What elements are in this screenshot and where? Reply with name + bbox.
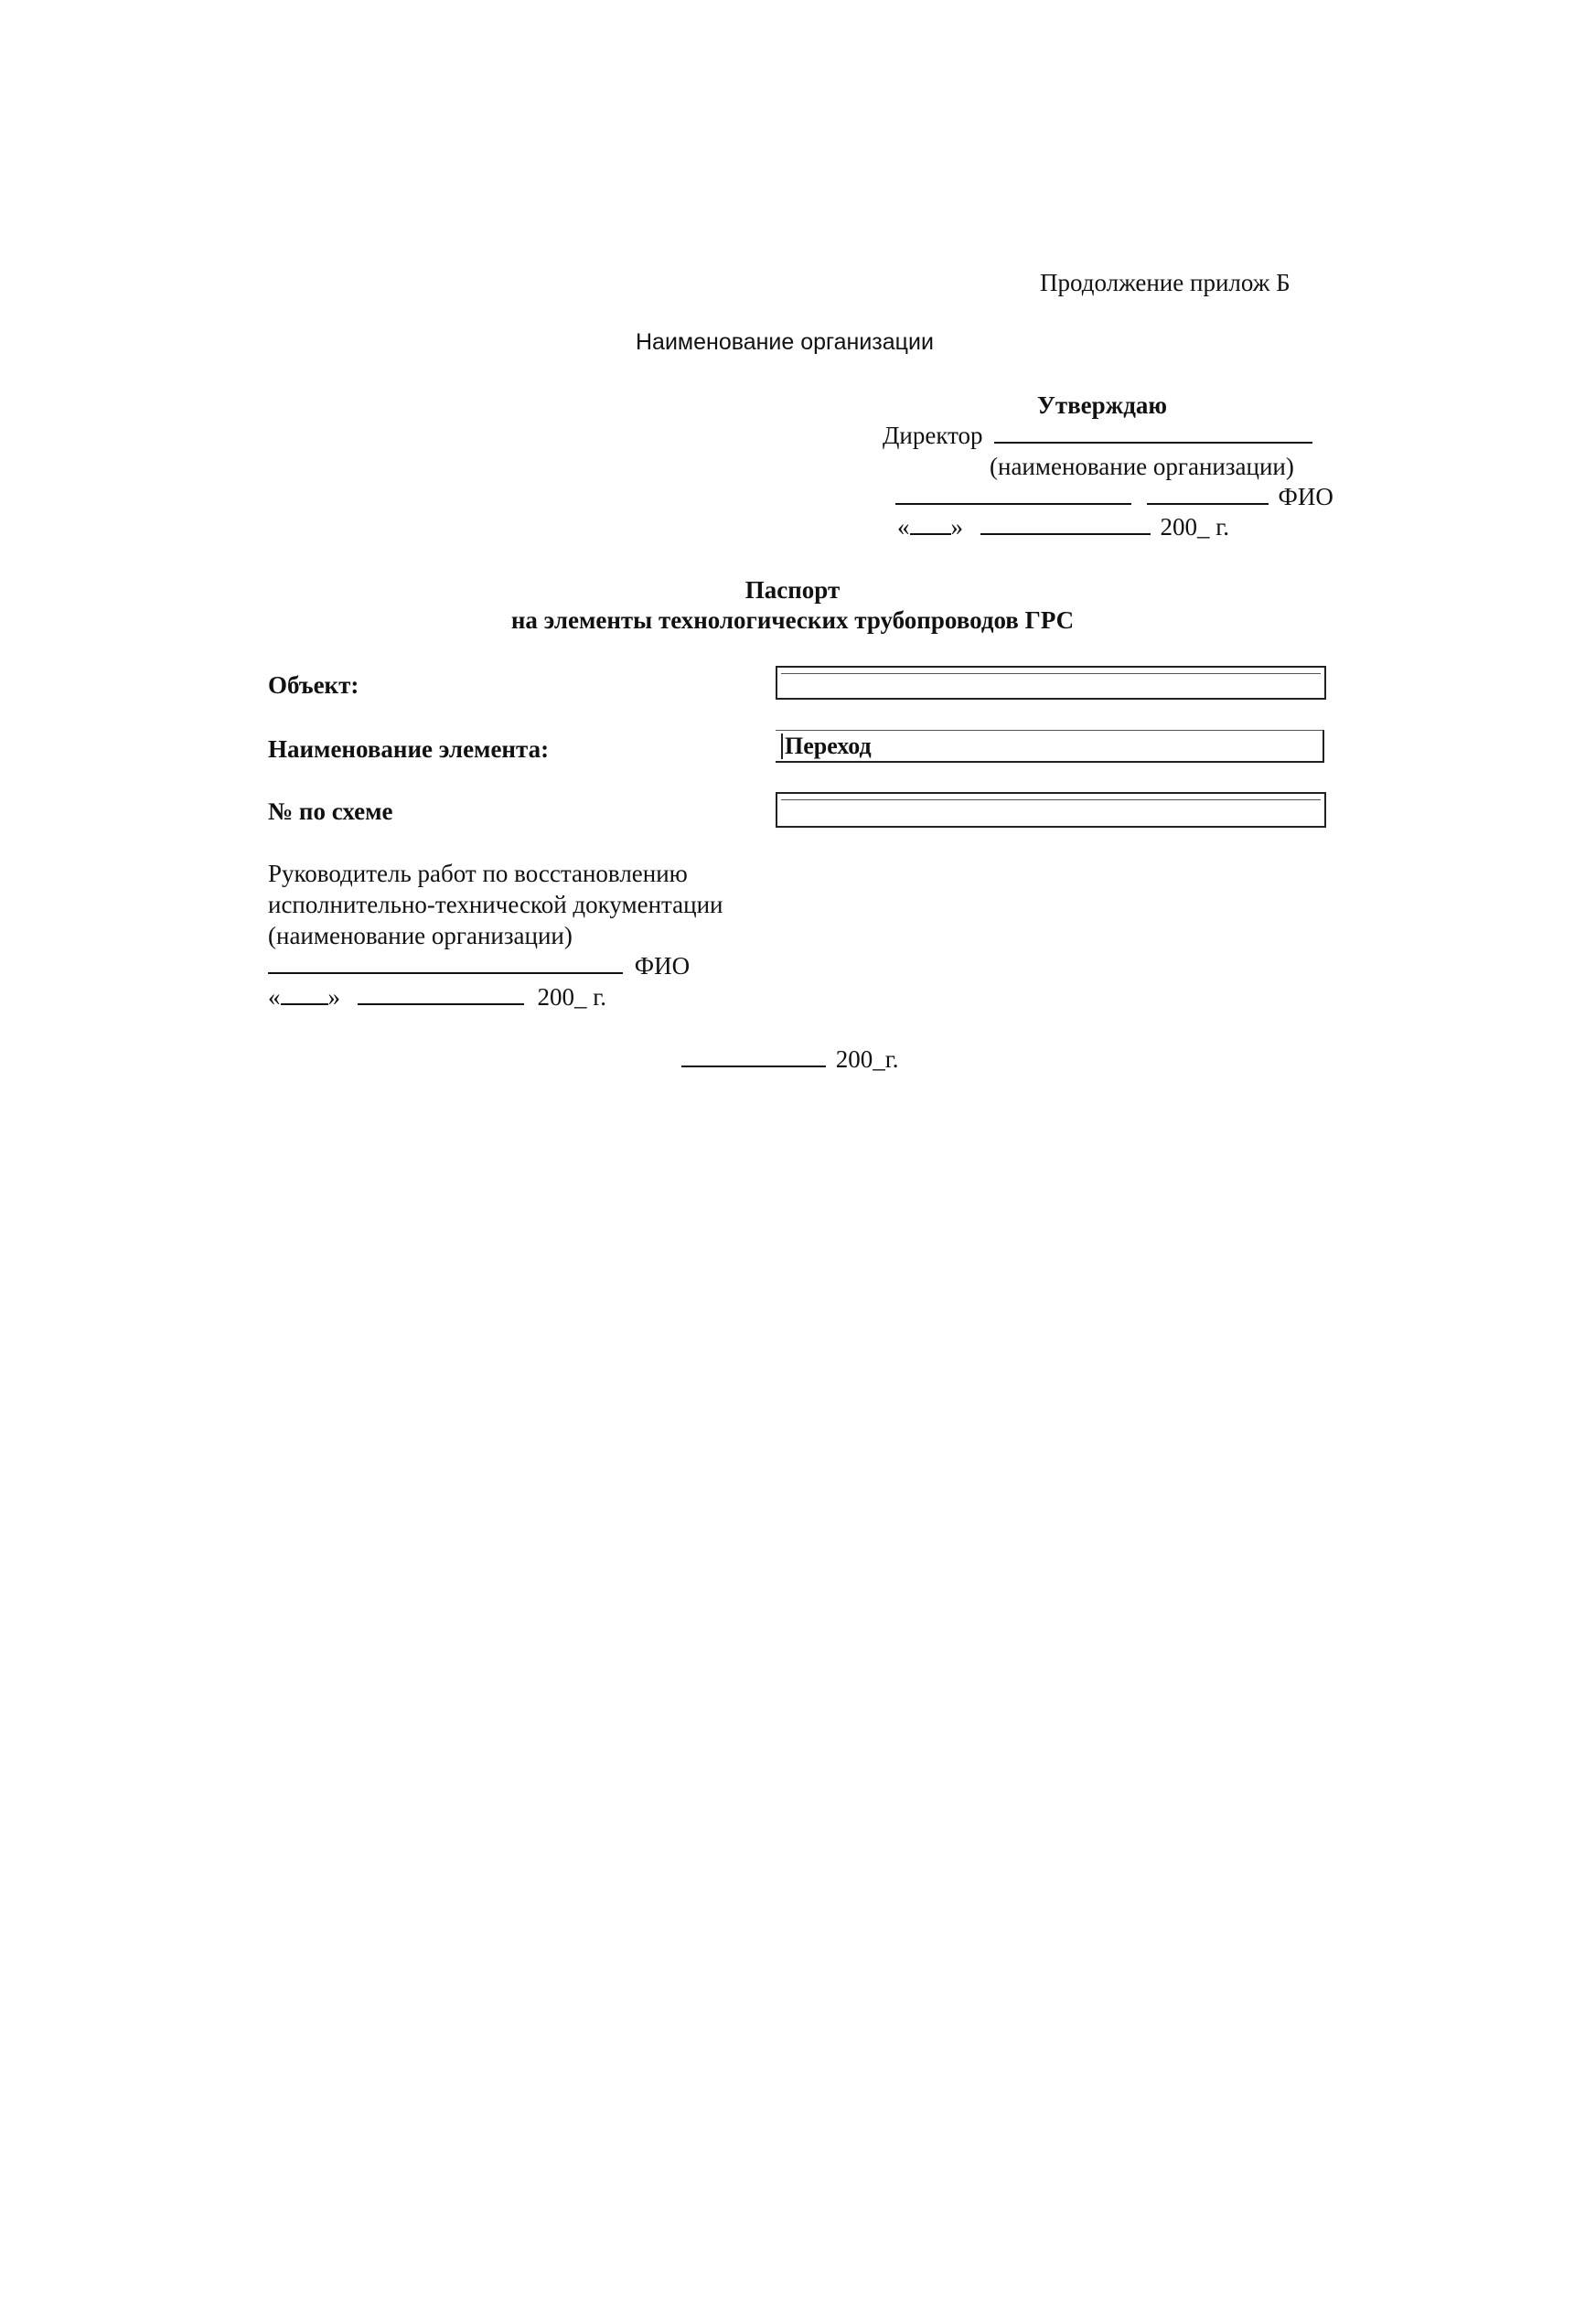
manager-fio-row [268,954,690,979]
object-field[interactable] [776,666,1326,700]
footer-date-row [681,1047,899,1072]
footer-year: 200_г. [835,1045,899,1073]
element-name-field[interactable] [776,730,1324,763]
appendix-continuation: Продолжение прилож Б [1040,269,1290,296]
approval-day-line [910,533,951,535]
approval-fio: ФИО [1278,483,1333,510]
manager-date-close-quote: » [327,983,340,1011]
manager-month-line [358,1003,524,1005]
object-label: Объект: [268,671,359,699]
approval-title: Утверждаю [1037,391,1168,419]
approval-date-close-quote: » [950,513,963,541]
document-title: Паспорт [744,576,841,604]
manager-signature-line [268,972,623,974]
scheme-number-label: № по схеме [268,798,393,825]
director-signature-line [994,442,1312,444]
approval-fio-row [895,485,1333,509]
manager-title-line-1: Руководитель работ по восстановлению [268,860,688,887]
approval-date-open-quote: « [897,513,910,541]
manager-fio: ФИО [634,952,691,980]
approval-org-caption: (наименование организации) [990,453,1294,480]
approval-date-row [897,515,1229,540]
manager-date-row [268,985,606,1010]
footer-date-line [681,1066,826,1067]
approval-year: 200_ г. [1160,513,1230,541]
manager-date-open-quote: « [268,983,281,1011]
organization-name: Наименование организации [636,329,934,355]
approval-signature-line-1 [895,503,1131,505]
element-name-value: Переход [781,734,872,759]
director-row [883,423,1312,448]
object-field-guide [781,673,1321,674]
director-label: Директор [883,422,983,449]
scheme-number-field-guide [781,799,1321,800]
manager-title-line-2: исполнительно-технической документации [268,891,723,918]
document-subtitle: на элементы технологических трубопроводов ГРС [510,606,1075,634]
scheme-number-field[interactable] [776,792,1326,828]
manager-year: 200_ г. [537,983,607,1011]
approval-signature-line-2 [1147,503,1269,505]
element-name-label: Наименование элемента: [268,735,550,763]
manager-day-line [281,1003,328,1005]
approval-month-line [980,533,1151,535]
manager-org-caption: (наименование организации) [268,922,573,949]
